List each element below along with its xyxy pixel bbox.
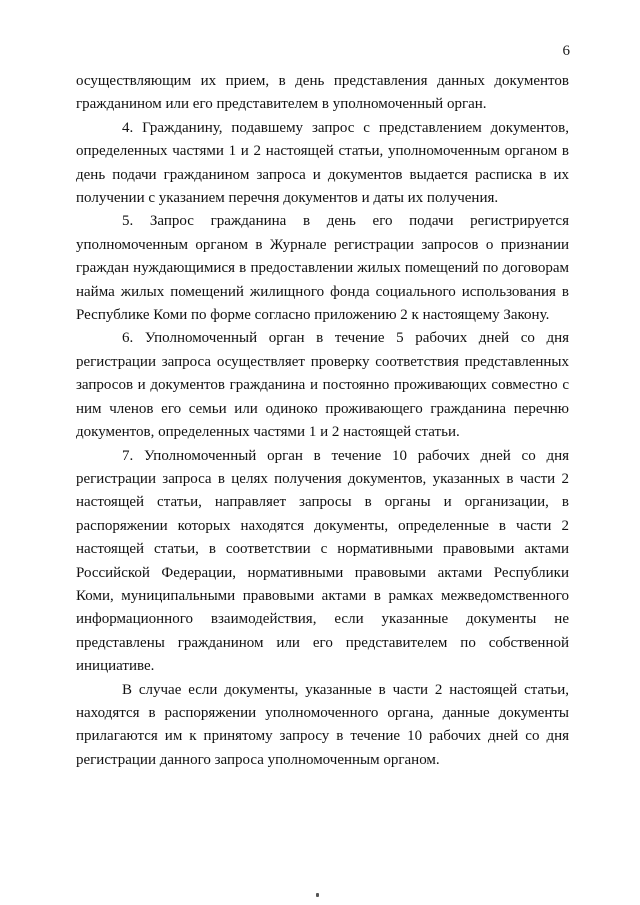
paragraph-item-7: 7. Уполномоченный орган в течение 10 рабочих дней со дня регистрации запроса в целях получения документов, указанных в части 2 настоящей статьи, направляет запросы в органы и организации, в распоряжении которых находятся документы, определенные в части 2 настоящей статьи, в соответствии с нормативными правовыми актами Российской Федерации, нормативными правовыми актами Республики Коми, муниципальными правовыми актами в рамках межведомственного информационного взаимодействия, если указанные документы не представлены гражданином или его представителем по собственной инициативе. [76,447,569,675]
paragraph-item-6: 6. Уполномоченный орган в течение 5 рабочих дней со дня регистрации запроса осуществляет проверку соответствия представленных запросов и документов гражданина и постоянно проживающих совместно с ним членов его семьи или одиноко проживающего гражданина перечню документов, определенных частями 1 и 2 настоящей статьи. [76,330,569,441]
paragraph-item-4: 4. Гражданину, подавшему запрос с представлением документов, определенных частями 1 и 2 настоящей статьи, уполномоченным органом в день подачи гражданином запроса и документов выдается расписка в их получении с указанием перечня документов и даты их получения. [76,119,569,207]
paragraph-continuation: осуществляющим их прием, в день представления данных документов гражданином или его представителем в уполномоченный орган. [76,73,569,113]
page-number: 6 [562,43,570,59]
paragraph-item-7-addendum: В случае если документы, указанные в части 2 настоящей статьи, находятся в распоряжении уполномоченного органа, данные документы прилагаются им к принятому запросу в течение 10 рабочих дней со дня регистрации данного запроса уполномоченным органом. [76,681,569,768]
document-body [76,70,569,772]
paragraph-item-5: 5. Запрос гражданина в день его подачи регистрируется уполномоченным органом в Журнале регистрации запросов о признании граждан нуждающимися в предоставлении жилых помещений по договорам найма жилых помещений жилищного фонда социального использования в Республике Коми по форме согласно приложению 2 к настоящему Закону. [76,213,569,324]
scan-speck [316,893,319,897]
